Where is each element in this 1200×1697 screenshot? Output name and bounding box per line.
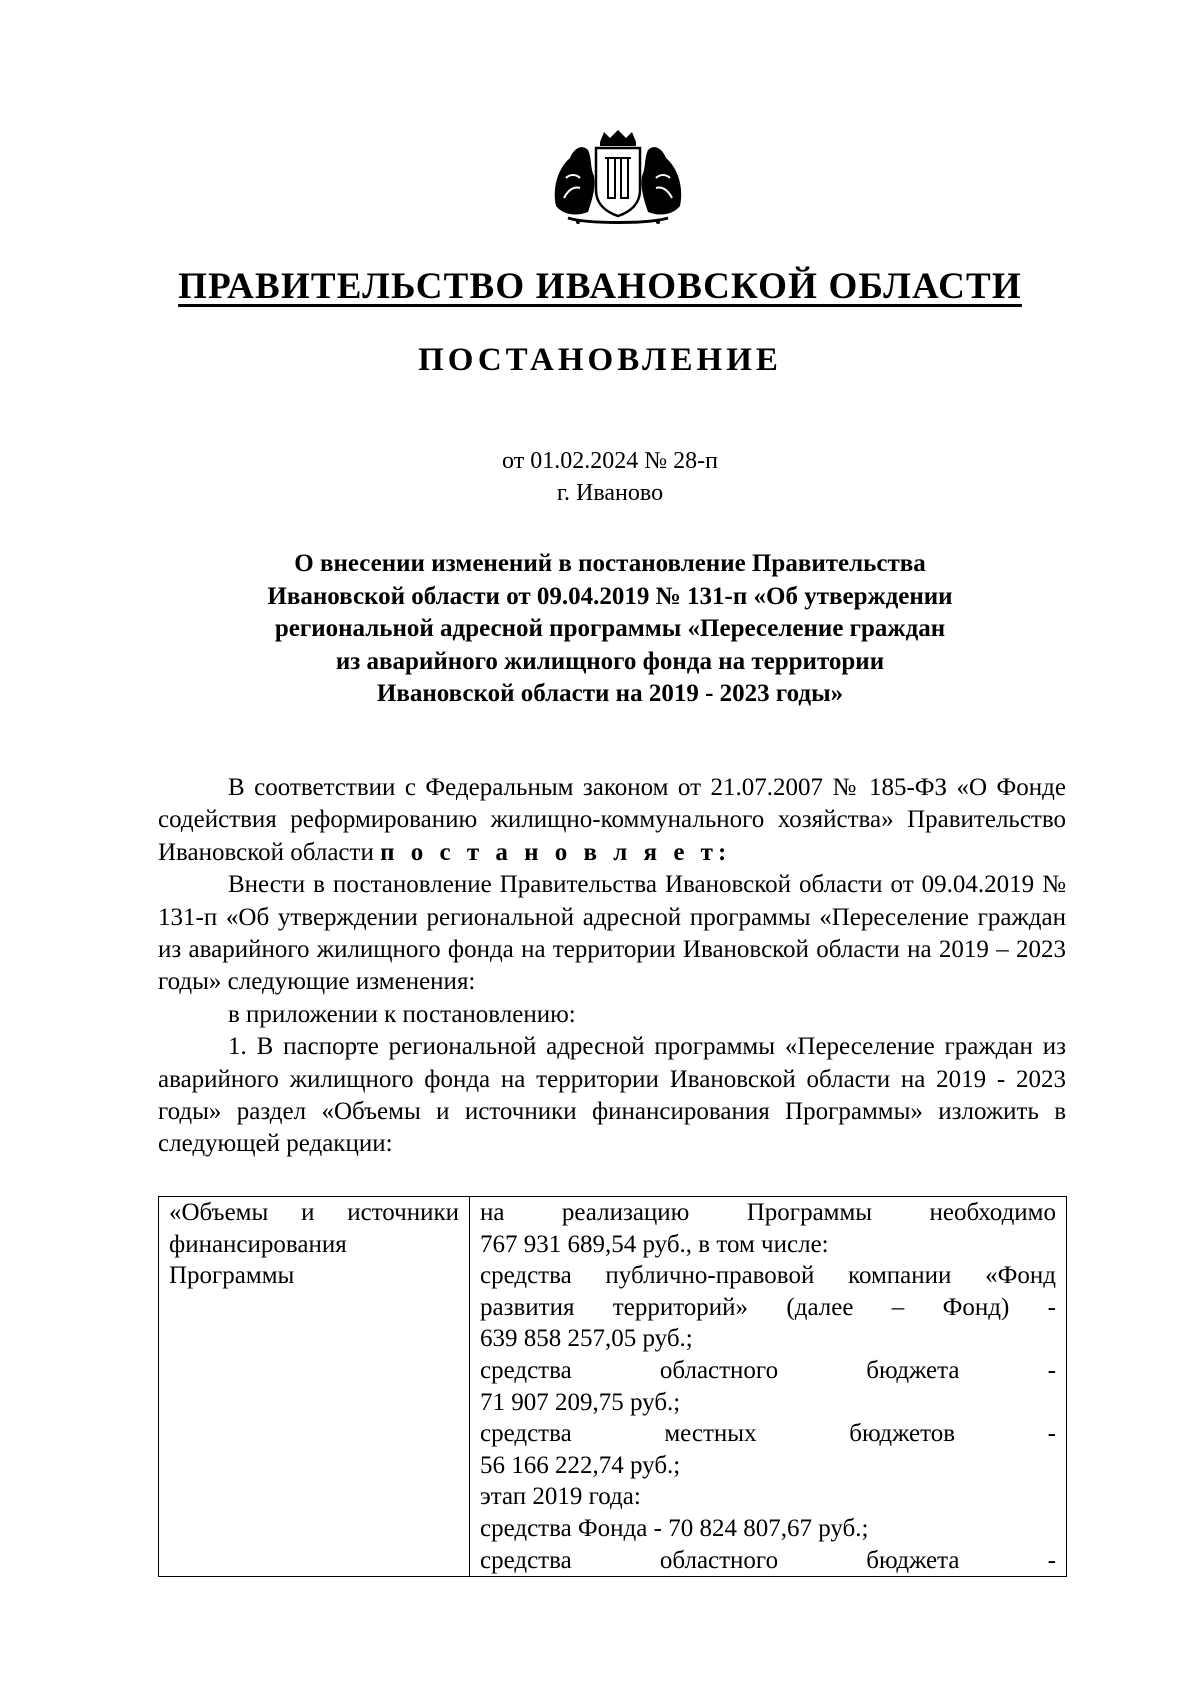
- table-cell-section-content: [470, 1197, 1067, 1577]
- subject-line: региональной адресной программы «Переселение граждан: [274, 615, 946, 642]
- cell-line: Программы: [169, 1262, 295, 1290]
- subject-line: О внесении изменений в постановление Правительства: [294, 550, 926, 577]
- table-cell-section-name: [159, 1197, 470, 1577]
- coat-of-arms-icon: [548, 128, 688, 228]
- document-date-number: от 01.02.2024 № 28-п: [502, 448, 718, 474]
- body-paragraph: 1. В паспорте региональной адресной программы «Переселение граждан из аварийного жилищного фонда на территории Ивановской области на 2019 - 2023 годы» раздел «Объемы и источники финансирования Программы» изложить в следующей редакции:: [158, 1033, 1066, 1158]
- document-type: ПОСТАНОВЛЕНИЕ: [418, 342, 782, 378]
- government-title: ПРАВИТЕЛЬСТВО ИВАНОВСКОЙ ОБЛАСТИ: [178, 266, 1022, 307]
- subject-line: Ивановской области на 2019 - 2023 годы»: [376, 680, 844, 707]
- document-body: [158, 772, 1066, 1161]
- cell-line: 56 166 222,74 руб.;: [480, 1451, 681, 1479]
- document-subject: [160, 548, 1060, 711]
- document-city: г. Иваново: [556, 480, 664, 506]
- financing-table: [158, 1196, 1067, 1577]
- subject-line: из аварийного жилищного фонда на территории: [335, 647, 885, 675]
- cell-line: 639 858 257,05 руб.;: [480, 1325, 693, 1353]
- table-row: [159, 1197, 1067, 1577]
- decree-word: п о с т а н о в л я е т:: [380, 838, 732, 866]
- subject-line: Ивановской области от 09.04.2019 № 131-п «Об утверждении: [267, 582, 953, 610]
- cell-line: на реализацию Программы необходимо: [480, 1199, 1056, 1226]
- cell-line: этап 2019 года:: [480, 1483, 641, 1511]
- cell-line: 767 931 689,54 руб., в том числе:: [480, 1230, 829, 1258]
- cell-line: средства областного бюджета -: [480, 1546, 1056, 1574]
- cell-line: средства областного бюджета -: [480, 1356, 1056, 1384]
- paragraph-text: В соответствии с Федеральным законом от 21.07.2007 № 185-ФЗ «О Фонде содействия реформированию жилищно-коммунального хозяйства» Правительство Ивановской области: [158, 774, 1066, 866]
- cell-line: развития территорий» (далее – Фонд) -: [480, 1293, 1056, 1321]
- cell-line: средства местных бюджетов -: [480, 1420, 1056, 1448]
- cell-line: «Объемы и источники: [169, 1199, 459, 1226]
- cell-line: средства Фонда - 70 824 807,67 руб.;: [480, 1514, 869, 1542]
- body-paragraph: в приложении к постановлению:: [228, 1000, 576, 1028]
- cell-line: средства публично-правовой компании «Фонд: [480, 1262, 1056, 1290]
- cell-line: 71 907 209,75 руб.;: [480, 1388, 681, 1416]
- body-paragraph: [158, 772, 1066, 869]
- document-meta: [0, 445, 1200, 509]
- cell-line: финансирования: [169, 1230, 347, 1258]
- body-paragraph: Внести в постановление Правительства Ивановской области от 09.04.2019 № 131-п «Об утверждении региональной адресной программы «Переселение граждан из аварийного жилищного фонда на территории Ивановской области на 2019 – 2023 годы» следующие изменения:: [158, 871, 1066, 996]
